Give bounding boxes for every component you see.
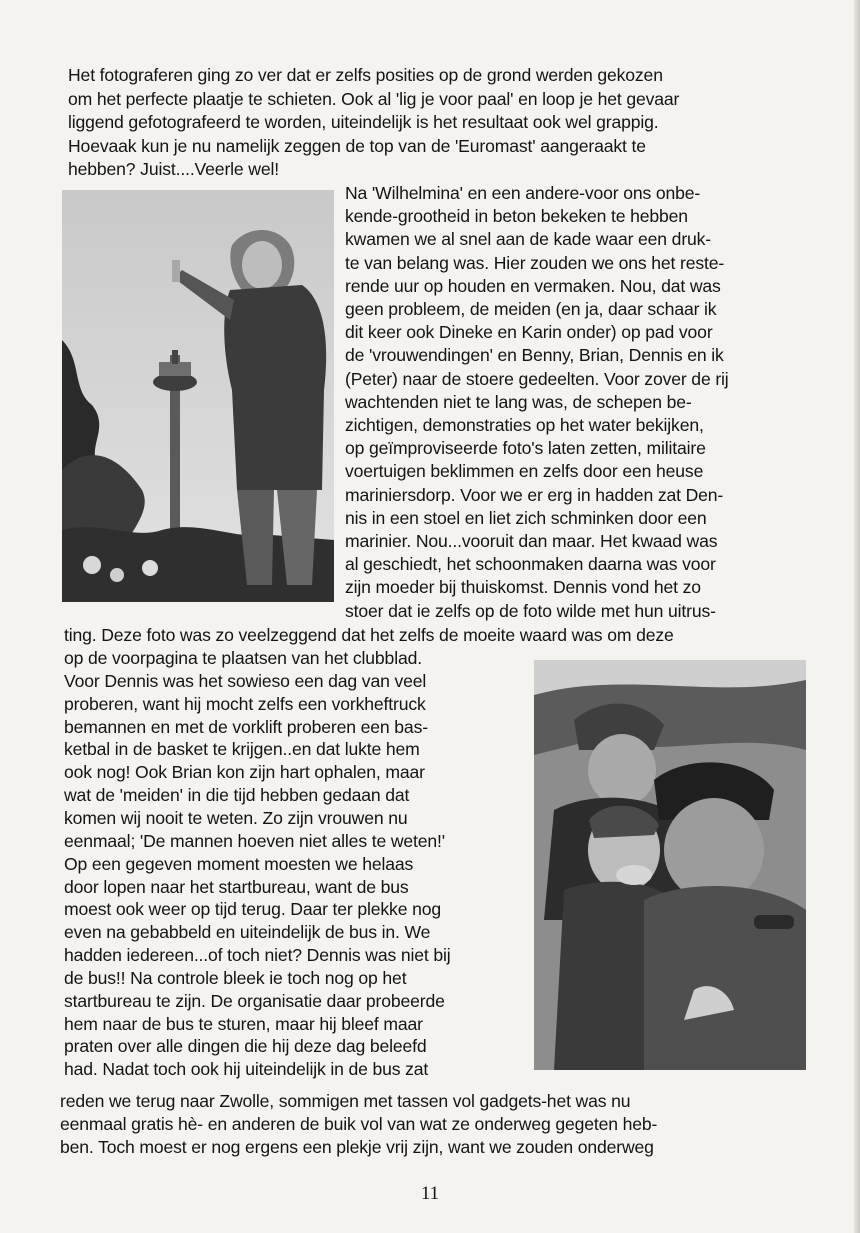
text-line: de 'vrouwendingen' en Benny, Brian, Dennis en ik: [345, 345, 724, 366]
text-line: op de voorpagina te plaatsen van het clubblad.: [64, 648, 422, 668]
text-line: door lopen naar het startbureau, want de bus: [64, 876, 409, 897]
text-line: kwamen we al snel aan de kade waar een druk-: [345, 229, 712, 250]
text-line: rende uur op houden en vermaken. Nou, dat was: [345, 275, 721, 296]
text-line: stoer dat ie zelfs op de foto wilde met hun uitrus-: [345, 600, 716, 621]
text-line: eenmaal gratis hè- en anderen de buik vol van wat ze onderweg gegeten heb-: [60, 1114, 658, 1134]
photo-euromast: [62, 190, 334, 602]
text-line: marinier. Nou...vooruit dan maar. Het kwaad was: [345, 531, 718, 551]
photo-dennis-marinier: [534, 660, 806, 1070]
text-line: zichtigen, demonstraties op het water bekijken,: [345, 415, 704, 435]
text-line: geen probleem, de meiden (en ja, daar schaar ik: [345, 299, 717, 319]
text-line: hebben? Juist....Veerle wel!: [68, 159, 279, 180]
text-line: eenmaal; 'De mannen hoeven niet alles te weten!': [64, 830, 445, 851]
text-line: ook nog! Ook Brian kon zijn hart ophalen, maar: [64, 762, 425, 783]
euromast-illustration: [62, 190, 334, 602]
text-line: kende-grootheid in beton bekeken te hebben: [345, 206, 688, 227]
text-line: voertuigen beklimmen en zelfs door een heuse: [345, 461, 704, 482]
text-line: moest ook weer op tijd terug. Daar ter plekke nog: [64, 899, 441, 920]
page-number: 11: [420, 1183, 440, 1204]
marinier-illustration: [534, 660, 806, 1070]
text-line: reden we terug naar Zwolle, sommigen met tassen vol gadgets-het was nu: [60, 1091, 631, 1111]
text-line: ben. Toch moest er nog ergens een plekje vrij zijn, want we zouden onderweg: [60, 1137, 654, 1157]
text-line: Voor Dennis was het sowieso een dag van veel: [64, 670, 427, 691]
text-line: Op een gegeven moment moesten we helaas: [64, 853, 414, 874]
text-line: had. Nadat toch ook hij uiteindelijk in de bus zat: [64, 1059, 429, 1080]
text-line: startbureau te zijn. De organisatie daar probeerde: [64, 990, 445, 1011]
text-line: hadden iedereen...of toch niet? Dennis was niet bij: [64, 945, 451, 966]
text-line: wachtenden niet te lang was, de schepen be-: [345, 391, 692, 412]
text-line: hem naar de bus te sturen, maar hij bleef maar: [64, 1013, 423, 1034]
text-line: zijn moeder bij thuiskomst. Dennis vond het zo: [345, 577, 701, 598]
text-line: te van belang was. Hier zouden we ons het reste-: [345, 252, 725, 273]
text-line: komen wij nooit te weten. Zo zijn vrouwen nu: [64, 807, 408, 828]
text-line: op geïmproviseerde foto's laten zetten, militaire: [345, 438, 706, 459]
text-line: (Peter) naar de stoere gedeelten. Voor zover de rij: [345, 368, 729, 389]
text-line: wat de 'meiden' in die tijd hebben gedaan dat: [64, 785, 410, 806]
text-line: al geschiedt, het schoonmaken daarna was voor: [345, 554, 716, 575]
page-edge: [854, 0, 860, 1233]
text-line: Het fotograferen ging zo ver dat er zelfs posities op de grond werden gekozen: [68, 65, 663, 85]
text-line: ting. Deze foto was zo veelzeggend dat het zelfs de moeite waard was om deze: [64, 625, 674, 645]
text-line: om het perfecte plaatje te schieten. Ook al 'lig je voor paal' en loop je het gevaar: [68, 88, 680, 109]
text-line: even na gebabbeld en uiteindelijk de bus in. We: [64, 922, 431, 943]
text-line: Na 'Wilhelmina' en een andere-voor ons onbe-: [345, 183, 701, 203]
text-line: proberen, want hij mocht zelfs een vorkheftruck: [64, 693, 426, 714]
text-line: dit keer ook Dineke en Karin onder) op pad voor: [345, 322, 713, 343]
text-line: mariniersdorp. Voor we er erg in hadden zat Den-: [345, 484, 724, 505]
text-line: de bus!! Na controle bleek ie toch nog op het: [64, 967, 407, 988]
text-line: bemannen en met de vorklift proberen een bas-: [64, 716, 428, 737]
text-line: liggend gefotografeerd te worden, uiteindelijk is het resultaat ook wel grappig.: [68, 112, 659, 133]
text-line: nis in een stoel en liet zich schminken door een: [345, 507, 707, 528]
text-line: Hoevaak kun je nu namelijk zeggen de top van de 'Euromast' aangeraakt te: [68, 135, 646, 156]
text-line: praten over alle dingen die hij deze dag beleefd: [64, 1036, 427, 1057]
text-line: ketbal in de basket te krijgen..en dat lukte hem: [64, 739, 420, 760]
